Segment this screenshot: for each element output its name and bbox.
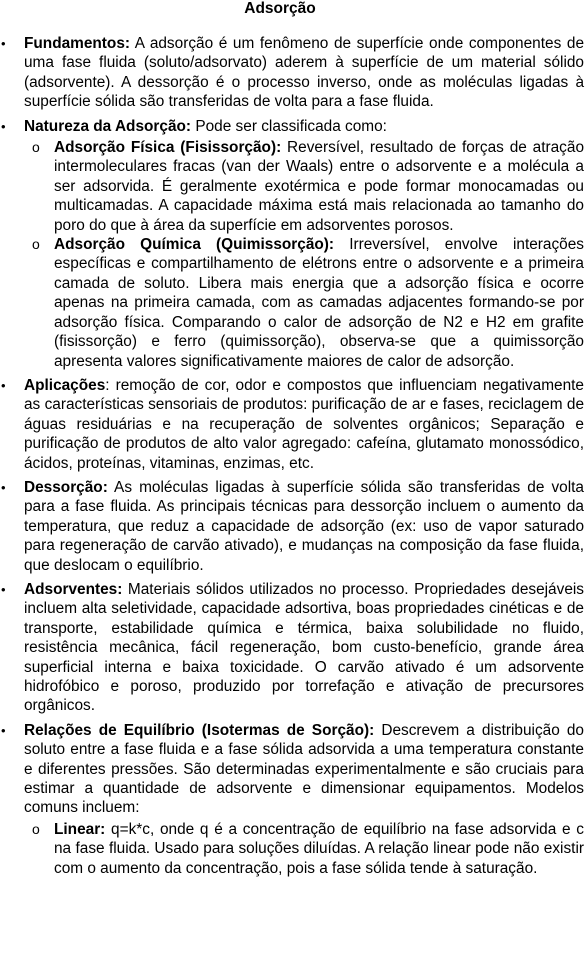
list-item-natureza: [0, 117, 584, 371]
sub-item-text: q=k*c, onde q é a concentração de equilíbrio na fase adsorvida e c na fase fluida. Usado para soluções diluídas. A relação linear pode não existir com o aumento da concentração, pois a fase sólida tende à saturação.: [54, 820, 584, 877]
sub-item-linear: [0, 820, 584, 878]
bullet-icon: •: [1, 479, 6, 495]
sub-item-term: Adsorção Química (Quimissorção):: [54, 236, 335, 254]
bullet-icon: •: [1, 118, 6, 134]
sub-item-term: Adsorção Física (Fisissorção):: [54, 139, 282, 157]
item-text: Pode ser classificada como:: [191, 117, 387, 135]
item-text: : remoção de cor, odor e compostos que influenciam negativamente as características sensoriais de produtos: purificação de ar e fases, reciclagem de águas residuárias e na recuperação de solventes orgânicos; Separação e purificação de produtos de alto valor agregado: cafeína, glutamato monossódico, ácidos, proteínas, vitaminas, enzimas, etc.: [24, 376, 584, 472]
sub-list: [24, 820, 584, 878]
sub-item-fisissorcao: [0, 138, 584, 235]
bullet-icon: •: [1, 581, 6, 597]
bullet-icon: •: [1, 722, 6, 738]
list-item-fundamentos: [0, 34, 584, 112]
item-text: A adsorção é um fenômeno de superfície onde componentes de uma fase fluida (soluto/adsorvato) aderem à superfície de um material sólido (adsorvente). A dessorção é o processo inverso, onde as moléculas ligadas à superfície sólida são transferidas de volta para a fase fluida.: [24, 35, 584, 111]
list-item-isotermas: [0, 721, 584, 878]
circle-bullet-icon: o: [32, 139, 40, 156]
main-list: [0, 34, 584, 878]
circle-bullet-icon: o: [32, 820, 40, 837]
item-term: Dessorção:: [24, 478, 108, 496]
item-term: Aplicações: [24, 376, 106, 394]
item-term: Relações de Equilíbrio (Isotermas de Sorção):: [24, 721, 375, 739]
item-text: As moléculas ligadas à superfície sólida são transferidas de volta para a fase fluida. As principais técnicas para dessorção incluem o aumento da temperatura, que reduz a capacidade de adsorção (ex: uso de vapor saturado para regeneração de carvão ativado), e mudanças na composição da fase fluida, que deslocam o equilíbrio.: [24, 478, 584, 574]
sub-list: [24, 138, 584, 371]
bullet-icon: •: [1, 36, 6, 51]
item-term: Fundamentos:: [24, 35, 131, 52]
page-title: Adsorção: [244, 0, 316, 17]
list-item-adsorventes: [0, 580, 584, 716]
circle-bullet-icon: o: [32, 236, 40, 253]
item-text: Materiais sólidos utilizados no processo. Propriedades desejáveis incluem alta seletividade, capacidade adsortiva, boas propriedades cinéticas e de transporte, estabilidade química e térmica, baixa solubilidade no fluido, resistência mecânica, fácil regeneração, bom custo-benefício, grande área superficial interna e baixa toxicidade. O carvão ativado é um adsorvente hidrofóbico e poroso, produzido por torrefação e ativação de precursores orgânicos.: [24, 580, 584, 715]
sub-item-text: Irreversível, envolve interações específicas e compartilhamento de elétrons entre o adsorvente e a primeira camada de soluto. Libera mais energia que a adsorção física e ocorre apenas na primeira camada, com as camadas adjacentes formando-se por adsorção física. Comparando o calor de adsorção de N2 e H2 em grafite (fisissorção) e ferro (quimissorção), observa-se que a quimissorção apresenta valores significativamente maiores de calor de adsorção.: [54, 236, 584, 370]
sub-item-text: Reversível, resultado de forças de atração intermoleculares fracas (van der Waals) entre o adsorvente e a molécula a ser adsorvida. É geralmente exotérmica e pode formar monocamadas ou multicamadas. A capacidade máxima está mais relacionada ao tamanho do poro do que à área da superfície em adsorventes porosos.: [54, 139, 584, 234]
item-term: Adsorventes:: [24, 580, 123, 598]
item-text: Descrevem a distribuição do soluto entre a fase fluida e a fase sólida adsorvida a uma temperatura constante e diferentes pressões. São determinadas experimentalmente e são cruciais para estimar a quantidade de adsorvente e dimensionar equipamentos. Modelos comuns incluem:: [24, 721, 584, 817]
list-item-dessorcao: [0, 478, 584, 575]
item-term: Natureza da Adsorção:: [24, 117, 192, 135]
list-item-aplicacoes: [0, 376, 584, 473]
bullet-icon: •: [1, 377, 6, 393]
sub-item-term: Linear:: [54, 820, 106, 838]
sub-item-quimissorcao: [0, 235, 584, 371]
